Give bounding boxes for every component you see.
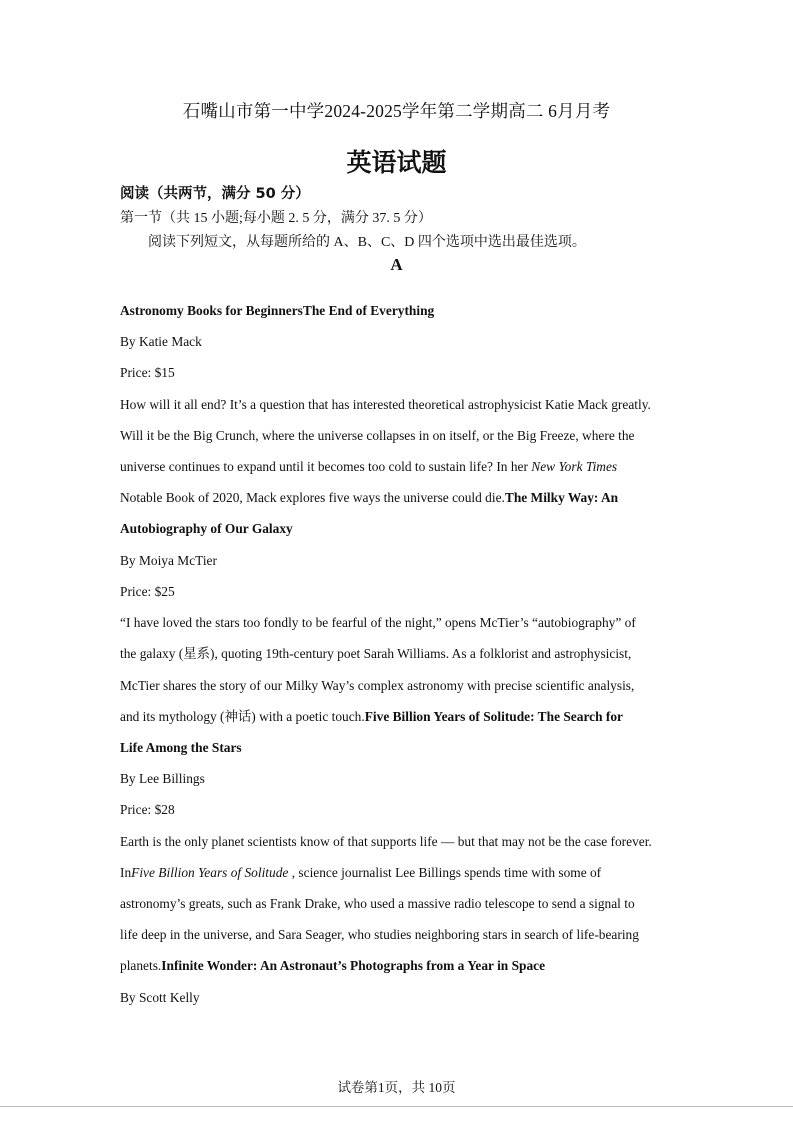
book2-text-line: “I have loved the stars too fondly to be fearful of the night,” opens McTier’s “autobiography” of bbox=[120, 615, 636, 630]
book3-text-line bbox=[120, 958, 545, 974]
book2-text-line bbox=[120, 709, 623, 725]
book2-text: and its mythology (神话) with a poetic touch. bbox=[120, 709, 365, 724]
exam-title: 石嘴山市第一中学2024-2025学年第二学期高二 6月月考 bbox=[182, 101, 611, 121]
book3-text-line bbox=[120, 865, 601, 881]
section-heading: 阅读（共两节，满分 50 分） bbox=[120, 186, 310, 202]
book1-newspaper: New York Times bbox=[531, 459, 618, 474]
book3-title: Five Billion Years of Solitude: The Search for bbox=[364, 709, 623, 724]
book3-text: planets. bbox=[120, 958, 162, 973]
book1-text-line: Will it be the Big Crunch, where the universe collapses in on itself, or the Big Freeze, where the bbox=[120, 428, 635, 443]
book3-price: Price: $28 bbox=[120, 802, 175, 817]
book1-author: By Katie Mack bbox=[120, 334, 202, 349]
book1-text-line bbox=[120, 459, 617, 475]
book1-text-line: How will it all end? It’s a question that has interested theoretical astrophysicist Katie Mack greatly. bbox=[120, 397, 651, 412]
passage-heading: Astronomy Books for Beginners bbox=[120, 303, 303, 318]
book2-text-line: the galaxy (星系), quoting 19th-century poet Sarah Williams. As a folklorist and astrophysicist, bbox=[120, 646, 632, 661]
book3-text-line: life deep in the universe, and Sara Seager, who studies neighboring stars in search of life-bearing bbox=[120, 927, 639, 942]
book2-price: Price: $25 bbox=[120, 584, 175, 599]
passage-heading-line bbox=[120, 303, 434, 319]
book1-text: universe continues to expand until it becomes too cold to sustain life? In her bbox=[120, 459, 532, 474]
footer-divider bbox=[0, 1106, 793, 1107]
book2-title-cont: Autobiography of Our Galaxy bbox=[120, 521, 293, 536]
book3-text: , science journalist Lee Billings spends time with some of bbox=[288, 865, 602, 880]
book3-text-line: astronomy’s greats, such as Frank Drake, who used a massive radio telescope to send a signal to bbox=[120, 896, 635, 911]
book1-text-line bbox=[120, 490, 618, 506]
section-subheading: 第一节（共 15 小题;每小题 2. 5 分，满分 37. 5 分） bbox=[120, 211, 432, 226]
book4-title: Infinite Wonder: An Astronaut’s Photographs from a Year in Space bbox=[161, 958, 546, 973]
book1-title: The End of Everything bbox=[302, 303, 435, 318]
book1-price: Price: $15 bbox=[120, 365, 175, 380]
book1-text: Notable Book of 2020, Mack explores five ways the universe could die. bbox=[120, 490, 505, 505]
book2-title: The Milky Way: An bbox=[504, 490, 619, 505]
passage-label: A bbox=[390, 255, 403, 274]
subject-title: 英语试题 bbox=[346, 148, 447, 177]
book3-text: In bbox=[120, 865, 132, 880]
book3-author: By Lee Billings bbox=[120, 771, 205, 786]
book2-text-line: McTier shares the story of our Milky Way’s complex astronomy with precise scientific analysis, bbox=[120, 678, 635, 693]
section-instruction: 阅读下列短文，从每题所给的 A、B、C、D 四个选项中选出最佳选项。 bbox=[148, 235, 586, 250]
book3-title-cont: Life Among the Stars bbox=[120, 740, 242, 755]
book3-text-line: Earth is the only planet scientists know of that supports life — but that may not be the case forever. bbox=[120, 834, 652, 849]
book4-author: By Scott Kelly bbox=[120, 990, 200, 1005]
book2-author: By Moiya McTier bbox=[120, 553, 217, 568]
book3-italic-title: Five Billion Years of Solitude bbox=[131, 865, 289, 880]
page-footer: 试卷第1页，共 10页 bbox=[337, 1080, 456, 1095]
